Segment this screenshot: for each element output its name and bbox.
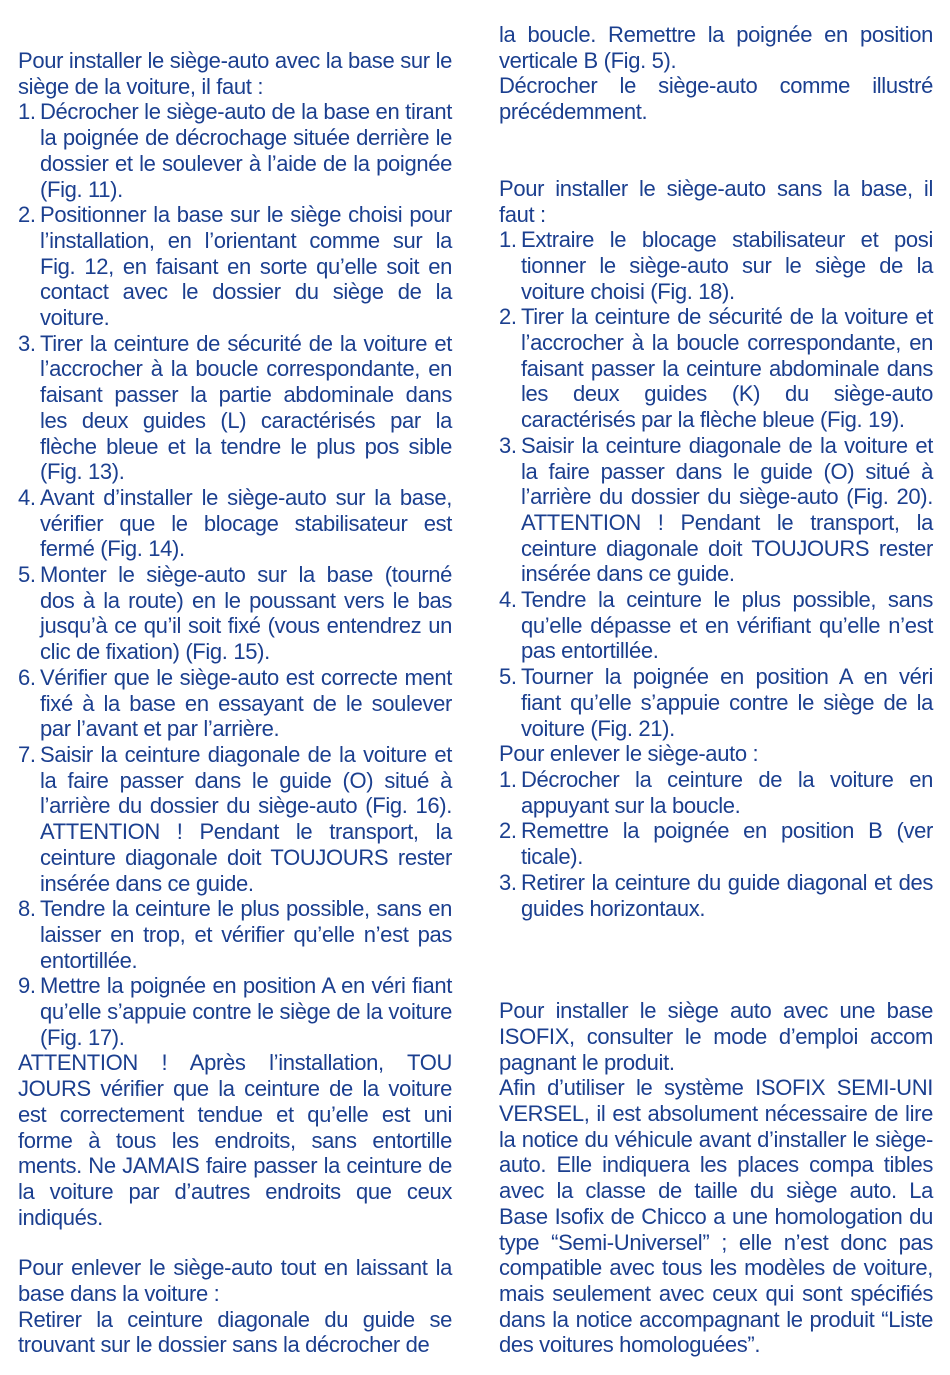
list-item	[499, 767, 933, 818]
step-text: Saisir la ceinture diagonale de la voiture et la faire passer dans le guide (O) situé à l’arrière du dossier du siège-auto (Fig. 20). ATTENTION ! Pendant le transport, la ceinture diagonale doit TOUJOURS rester insérée dans ce guide.	[521, 432, 933, 587]
step-text: Tendre la ceinture le plus possible, sans qu’elle dépasse et en vérifiant qu’elle n’est pas entortillée.	[521, 587, 933, 664]
list-item	[18, 973, 452, 1050]
step-number: 4.	[18, 484, 36, 510]
list-item	[18, 742, 452, 896]
step-number: 3.	[499, 432, 517, 458]
list-item	[18, 99, 452, 202]
list-item	[499, 433, 933, 587]
step-number: 3.	[18, 330, 36, 356]
step-text: Extraire le blocage stabilisateur et posi tionner le siège-auto sur le siège de la voiture choisi (Fig. 18).	[521, 227, 933, 304]
step-text: Positionner la base sur le siège choisi pour l’installation, en l’orientant comme sur la Fig. 12, en faisant en sorte qu’elle soit en contact avec le dossier du siège de la voiture.	[40, 202, 452, 331]
step-number: 5.	[499, 664, 517, 690]
step-text: Vérifier que le siège-auto est correcte ment fixé à la base en essayant de le soulever par l’avant et par l’arrière.	[40, 664, 452, 742]
remove-keep-base-continuation-2: Décrocher le siège-auto comme illustré précédemment.	[499, 73, 933, 125]
list-item	[499, 227, 933, 304]
step-number: 7.	[18, 741, 36, 767]
list-item	[18, 331, 452, 485]
step-text: Monter le siège-auto sur la base (tourné dos à la route) en le poussant vers le bas jusqu’à ce qu’il soit fixé (vous entendrez un clic de fixation) (Fig. 15).	[40, 562, 452, 665]
step-number: 2.	[499, 818, 517, 844]
isofix-semi-universal-notice: Afin d’utiliser le système ISOFIX SEMI-UNI VERSEL, il est absolument nécessaire de lire la notice du véhicule avant d’installer le siège-auto. Elle indiquera les places compa tibles avec la classe de taille du siège auto. La Base Isofix de Chicco a une homologation du type “Semi-Universel” ; elle n’est donc pas compatible avec tous les modèles de voiture, mais seulement avec ceux qui sont spécifiés dans la notice accompagnant le produit “Liste des voitures homologuées”.	[499, 1075, 933, 1358]
installation-warning: ATTENTION ! Après l’installation, TOU JOURS vérifier que la ceinture de la voiture est correctement tendue et qu’elle est uni forme à tous les endroits, sans entortille ments. Ne JAMAIS faire passer la ceinture de la voiture par d’autres endroits que ceux indiqués.	[18, 1050, 452, 1230]
list-item	[499, 664, 933, 741]
remove-keep-base-text: Retirer la ceinture diagonale du guide se trouvant sur le dossier sans la décrocher de	[18, 1306, 452, 1358]
step-text: Saisir la ceinture diagonale de la voiture et la faire passer dans le guide (O) situé à l’arrière du dossier du siège-auto (Fig. 16). ATTENTION ! Pendant le transport, la ceinture diagonale doit TOUJOURS rester insérée dans ce guide.	[40, 741, 452, 896]
remove-seat-intro: Pour enlever le siège-auto :	[499, 741, 759, 767]
remove-keep-base-intro: Pour enlever le siège-auto tout en laissant la base dans la voiture :	[18, 1255, 452, 1307]
step-number: 3.	[499, 869, 517, 895]
step-text: Tourner la poignée en position A en véri fiant qu’elle s’appuie contre le siège de la voiture (Fig. 21).	[521, 664, 933, 741]
list-item	[18, 562, 452, 665]
list-item	[499, 870, 933, 921]
step-number: 1.	[499, 766, 517, 792]
list-item	[499, 304, 933, 433]
remove-seat-steps	[499, 767, 933, 921]
step-number: 1.	[18, 99, 36, 125]
remove-keep-base-continuation: la boucle. Remettre la poignée en position verticale B (Fig. 5).	[499, 22, 933, 73]
list-item	[18, 485, 452, 562]
step-number: 4.	[499, 587, 517, 613]
install-with-base-steps	[18, 99, 452, 1050]
step-text: Décrocher le siège-auto de la base en tirant la poignée de décrochage située derrière le dossier et le soulever à l’aide de la poignée (Fig. 11).	[40, 99, 452, 202]
install-without-base-intro: Pour installer le siège-auto sans la base, il faut :	[499, 175, 933, 227]
step-text: Tirer la ceinture de sécurité de la voiture et l’accrocher à la boucle correspondante, en faisant passer la partie abdominale dans les deux guides (L) caractérisés par la flèche bleue et la tendre le plus pos sible (Fig. 13).	[40, 330, 452, 485]
right-column	[499, 0, 933, 1358]
list-item	[18, 202, 452, 331]
step-number: 6.	[18, 664, 36, 690]
step-number: 1.	[499, 227, 517, 253]
install-without-base-steps	[499, 227, 933, 741]
isofix-intro: Pour installer le siège auto avec une base ISOFIX, consulter le mode d’emploi accom pagnant le produit.	[499, 998, 933, 1075]
list-item	[18, 896, 452, 973]
step-number: 8.	[18, 896, 36, 922]
step-text: Mettre la poignée en position A en véri fiant qu’elle s’appuie contre le siège de la voiture (Fig. 17).	[40, 973, 452, 1050]
list-item	[18, 665, 452, 742]
step-text: Tendre la ceinture le plus possible, sans en laisser en trop, et vérifier qu’elle n’est pas entortillée.	[40, 896, 452, 973]
step-text: Tirer la ceinture de sécurité de la voiture et l’accrocher à la boucle correspondante, en faisant passer la ceinture abdominale dans les deux guides (K) du siège-auto caractérisés par la flèche bleue (Fig. 19).	[521, 304, 933, 433]
step-number: 2.	[499, 304, 517, 330]
list-item	[499, 587, 933, 664]
step-number: 9.	[18, 973, 36, 999]
step-number: 5.	[18, 562, 36, 588]
step-number: 2.	[18, 202, 36, 228]
step-text: Retirer la ceinture du guide diagonal et des guides horizontaux.	[521, 869, 933, 921]
step-text: Remettre la poignée en position B (ver ticale).	[521, 818, 933, 870]
step-text: Avant d’installer le siège-auto sur la base, vérifier que le blocage stabilisateur est fermé (Fig. 14).	[40, 484, 452, 562]
left-column	[18, 0, 452, 1358]
install-with-base-intro: Pour installer le siège-auto avec la base sur le siège de la voiture, il faut :	[18, 48, 452, 99]
step-text: Décrocher la ceinture de la voiture en appuyant sur la boucle.	[521, 766, 933, 818]
list-item	[499, 818, 933, 869]
